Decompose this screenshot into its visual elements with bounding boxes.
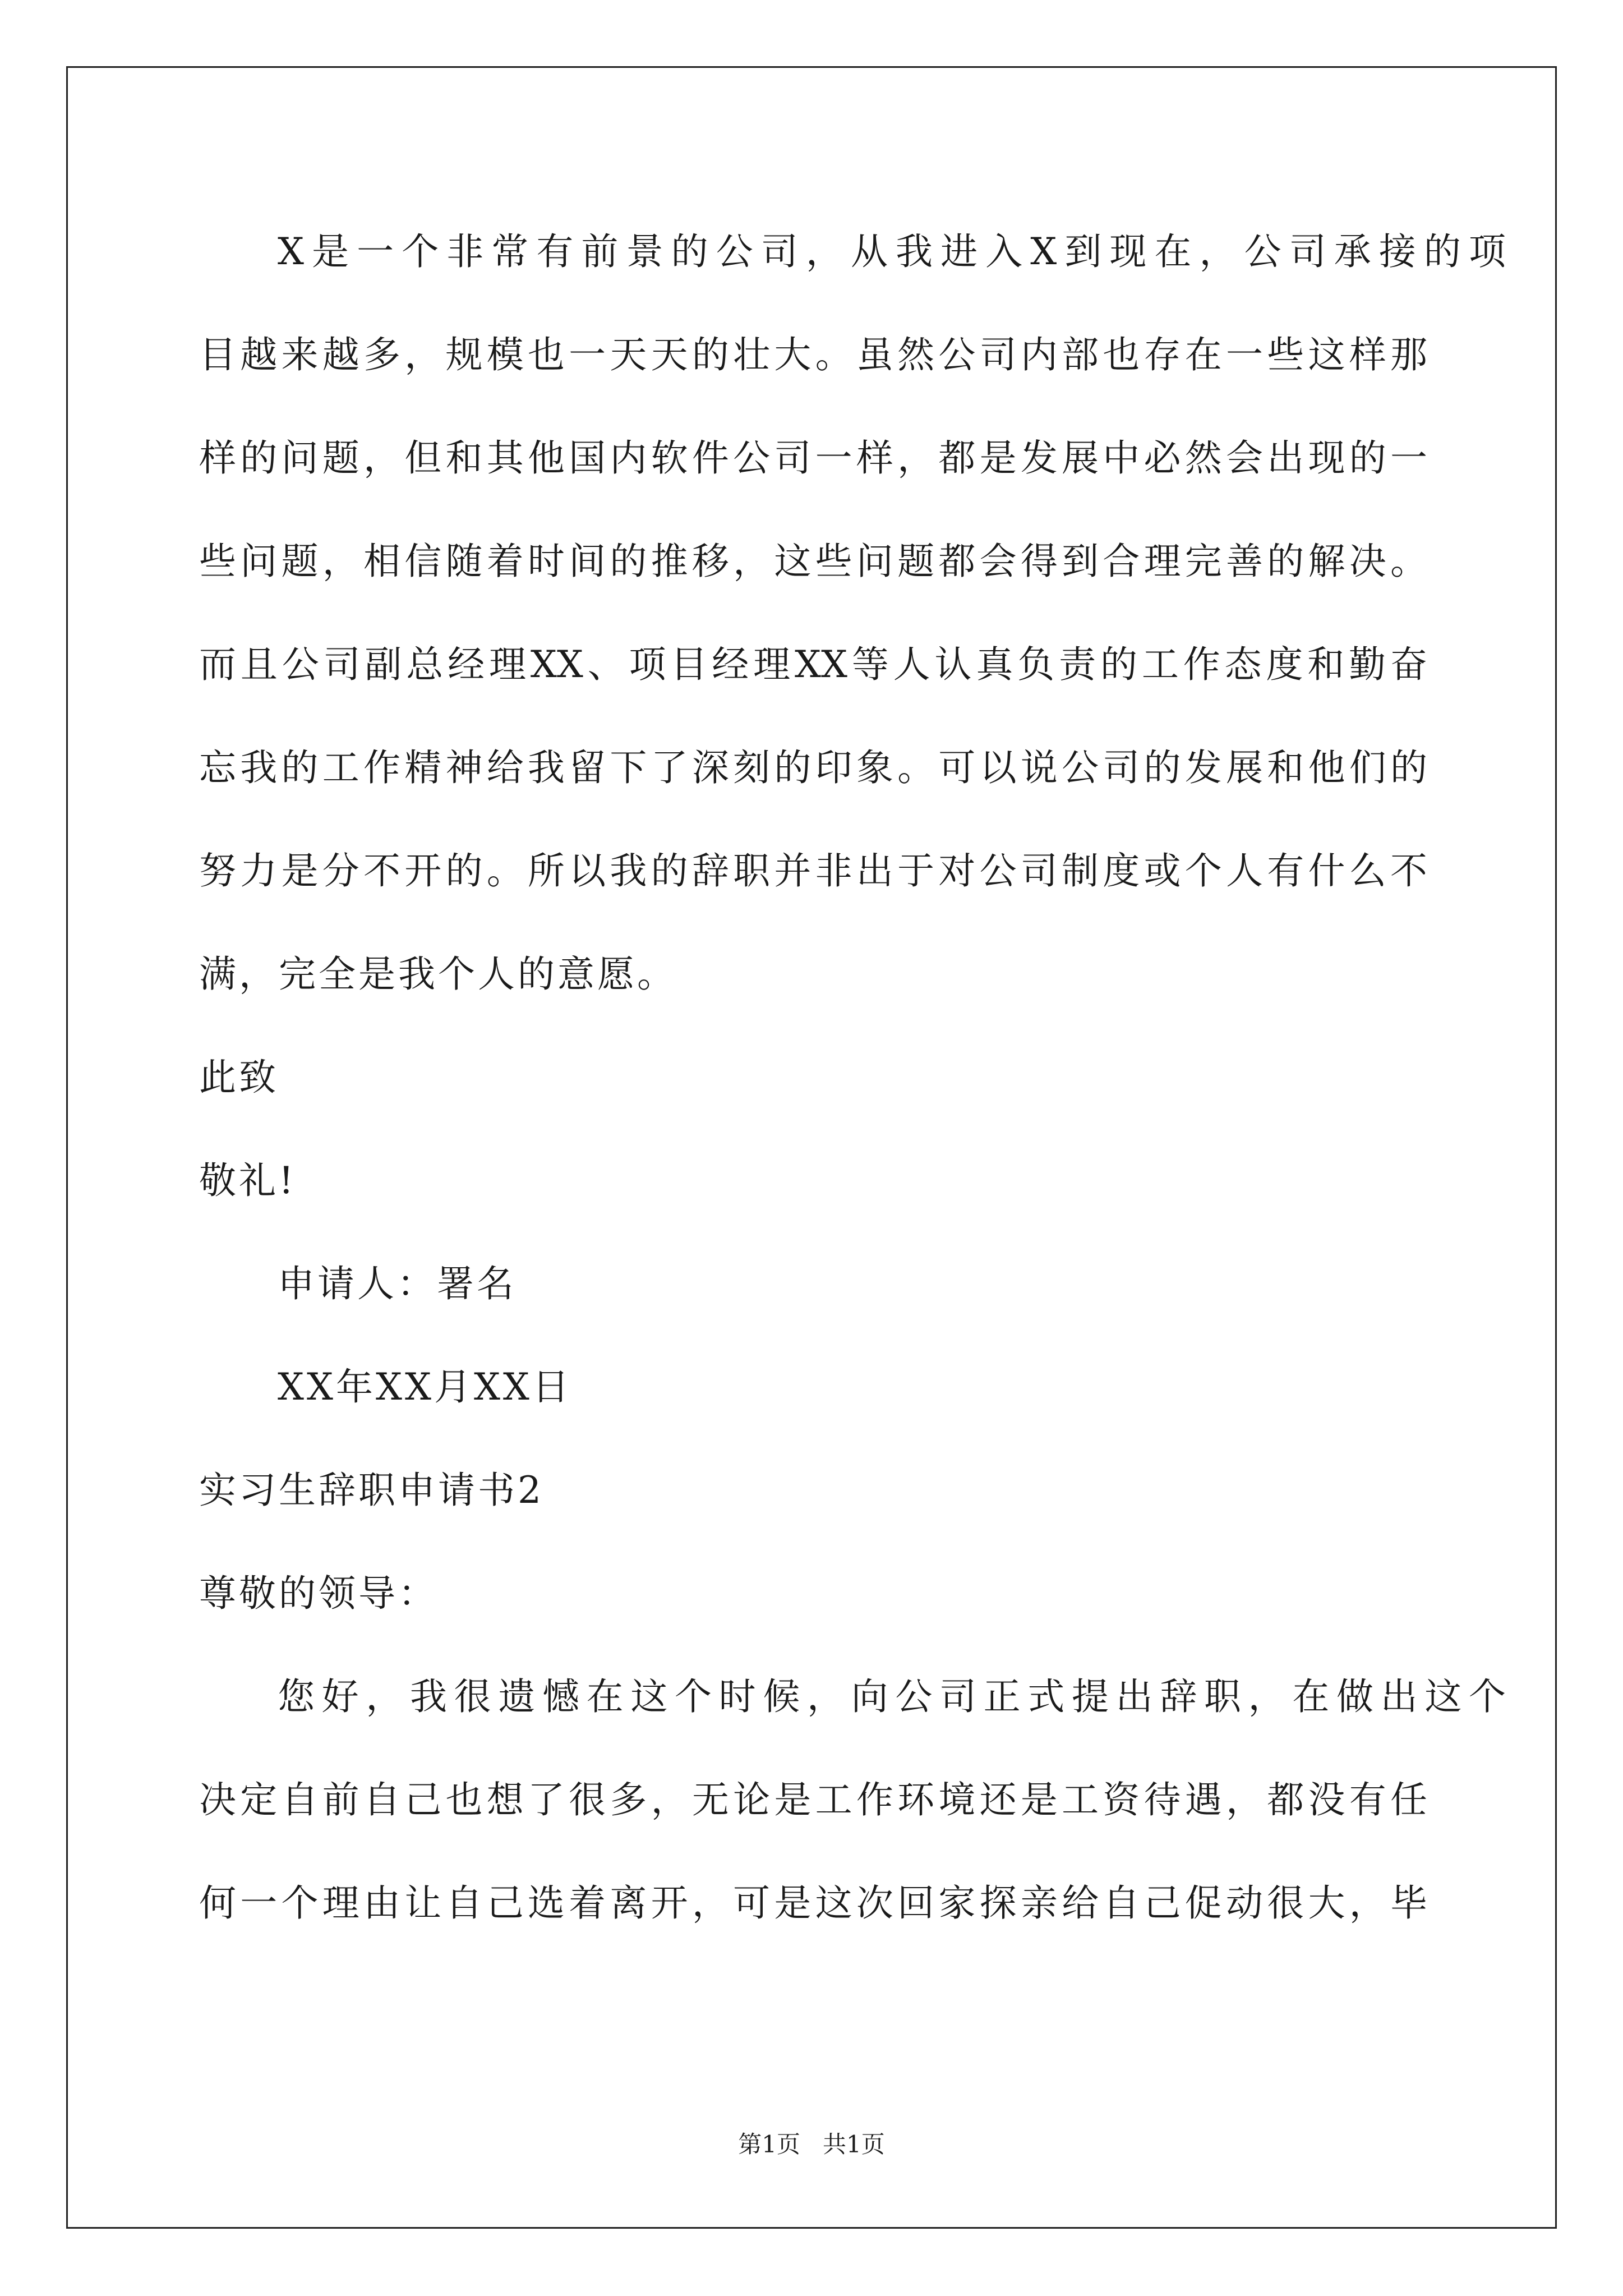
- paragraph-1-line-5: 而且公司副总经理XX、项目经理XX等人认真负责的工作态度和勤奋: [199, 643, 1427, 686]
- paragraph-1-line-4: 些问题，相信随着时间的推移，这些问题都会得到合理完善的解决。: [199, 540, 1427, 583]
- closing-salute: 敬礼!: [199, 1159, 297, 1202]
- paragraph-2-line-2: 决定自前自己也想了很多，无论是工作环境还是工资待遇，都没有任: [199, 1778, 1427, 1821]
- applicant-signature: 申请人：署名: [278, 1262, 517, 1305]
- paragraph-1-line-3: 样的问题，但和其他国内软件公司一样，都是发展中必然会出现的一: [199, 436, 1427, 480]
- paragraph-2-line-1: 您好，我很遗憾在这个时候，向公司正式提出辞职，在做出这个: [278, 1675, 1506, 1718]
- paragraph-1-line-6: 忘我的工作精神给我留下了深刻的印象。可以说公司的发展和他们的: [199, 746, 1427, 789]
- salutation: 尊敬的领导：: [199, 1572, 438, 1615]
- paragraph-2-line-3: 何一个理由让自己选着离开，可是这次回家探亲给自己促动很大，毕: [199, 1881, 1427, 1925]
- paragraph-1-line-7: 努力是分不开的。所以我的辞职并非出于对公司制度或个人有什么不: [199, 849, 1427, 892]
- page-footer: 第1页 共1页: [738, 2131, 885, 2158]
- paragraph-1-line-2: 目越来越多，规模也一天天的壮大。虽然公司内部也存在一些这样那: [199, 333, 1427, 376]
- section-title: 实习生辞职申请书2: [199, 1469, 544, 1512]
- paragraph-1-line-1: X是一个非常有前景的公司，从我进入X到现在，公司承接的项: [278, 230, 1506, 273]
- letter-date: XX年XX月XX日: [278, 1365, 572, 1409]
- paragraph-1-line-8: 满，完全是我个人的意愿。: [199, 953, 677, 996]
- closing-greeting: 此致: [199, 1056, 279, 1099]
